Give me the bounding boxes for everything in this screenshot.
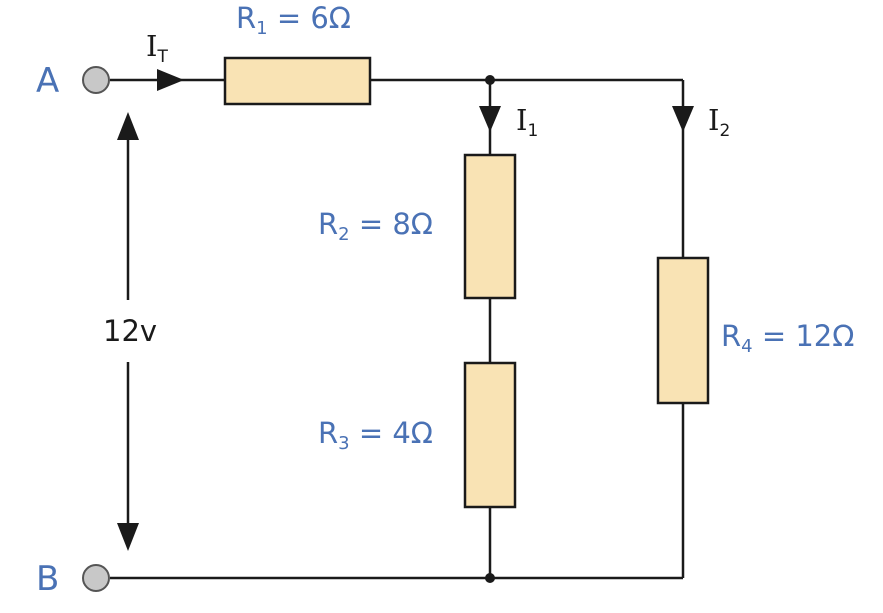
current-i2-subscript: 2 xyxy=(719,121,731,141)
resistor-r4 xyxy=(658,258,708,403)
resistor-r3 xyxy=(465,363,515,507)
current-i1-subscript: 1 xyxy=(527,121,539,141)
wires xyxy=(110,80,683,578)
current-arrow-total xyxy=(157,69,184,91)
current-label-i1 xyxy=(516,103,538,141)
resistor-r2-label xyxy=(318,207,433,245)
r2-letter: R xyxy=(318,207,339,241)
voltage-arrow-up-head xyxy=(117,112,139,140)
r4-value: = 12Ω xyxy=(752,319,855,353)
current-label-total xyxy=(146,29,168,67)
current-label-i2 xyxy=(708,103,730,141)
r2-value: = 8Ω xyxy=(349,207,433,241)
junction-bottom xyxy=(485,573,495,583)
current-arrow-i2 xyxy=(672,106,694,132)
r4-subscript: 4 xyxy=(741,336,753,357)
current-total-symbol: I xyxy=(146,29,158,63)
current-i2-symbol: I xyxy=(708,103,720,137)
r1-letter: R xyxy=(236,1,257,35)
r1-subscript: 1 xyxy=(256,18,268,39)
resistor-r2 xyxy=(465,155,515,298)
resistor-r1-label xyxy=(236,1,351,39)
resistor-r1 xyxy=(225,58,370,104)
r4-letter: R xyxy=(721,319,742,353)
terminal-a-label: A xyxy=(36,61,60,101)
r1-value: = 6Ω xyxy=(267,1,351,35)
terminal-a xyxy=(83,67,109,93)
resistor-r4-label xyxy=(721,319,854,357)
voltage-label: 12v xyxy=(103,314,158,348)
r3-value: = 4Ω xyxy=(349,416,433,450)
current-total-subscript: T xyxy=(157,47,168,67)
current-i1-symbol: I xyxy=(516,103,528,137)
r2-subscript: 2 xyxy=(338,224,350,245)
resistor-r3-label xyxy=(318,416,433,454)
r3-letter: R xyxy=(318,416,339,450)
r3-subscript: 3 xyxy=(338,433,350,454)
voltage-arrow-down-head xyxy=(117,523,139,551)
terminal-b-label: B xyxy=(36,559,60,599)
current-arrow-i1 xyxy=(479,106,501,132)
terminal-b xyxy=(83,565,109,591)
junction-top xyxy=(485,75,495,85)
